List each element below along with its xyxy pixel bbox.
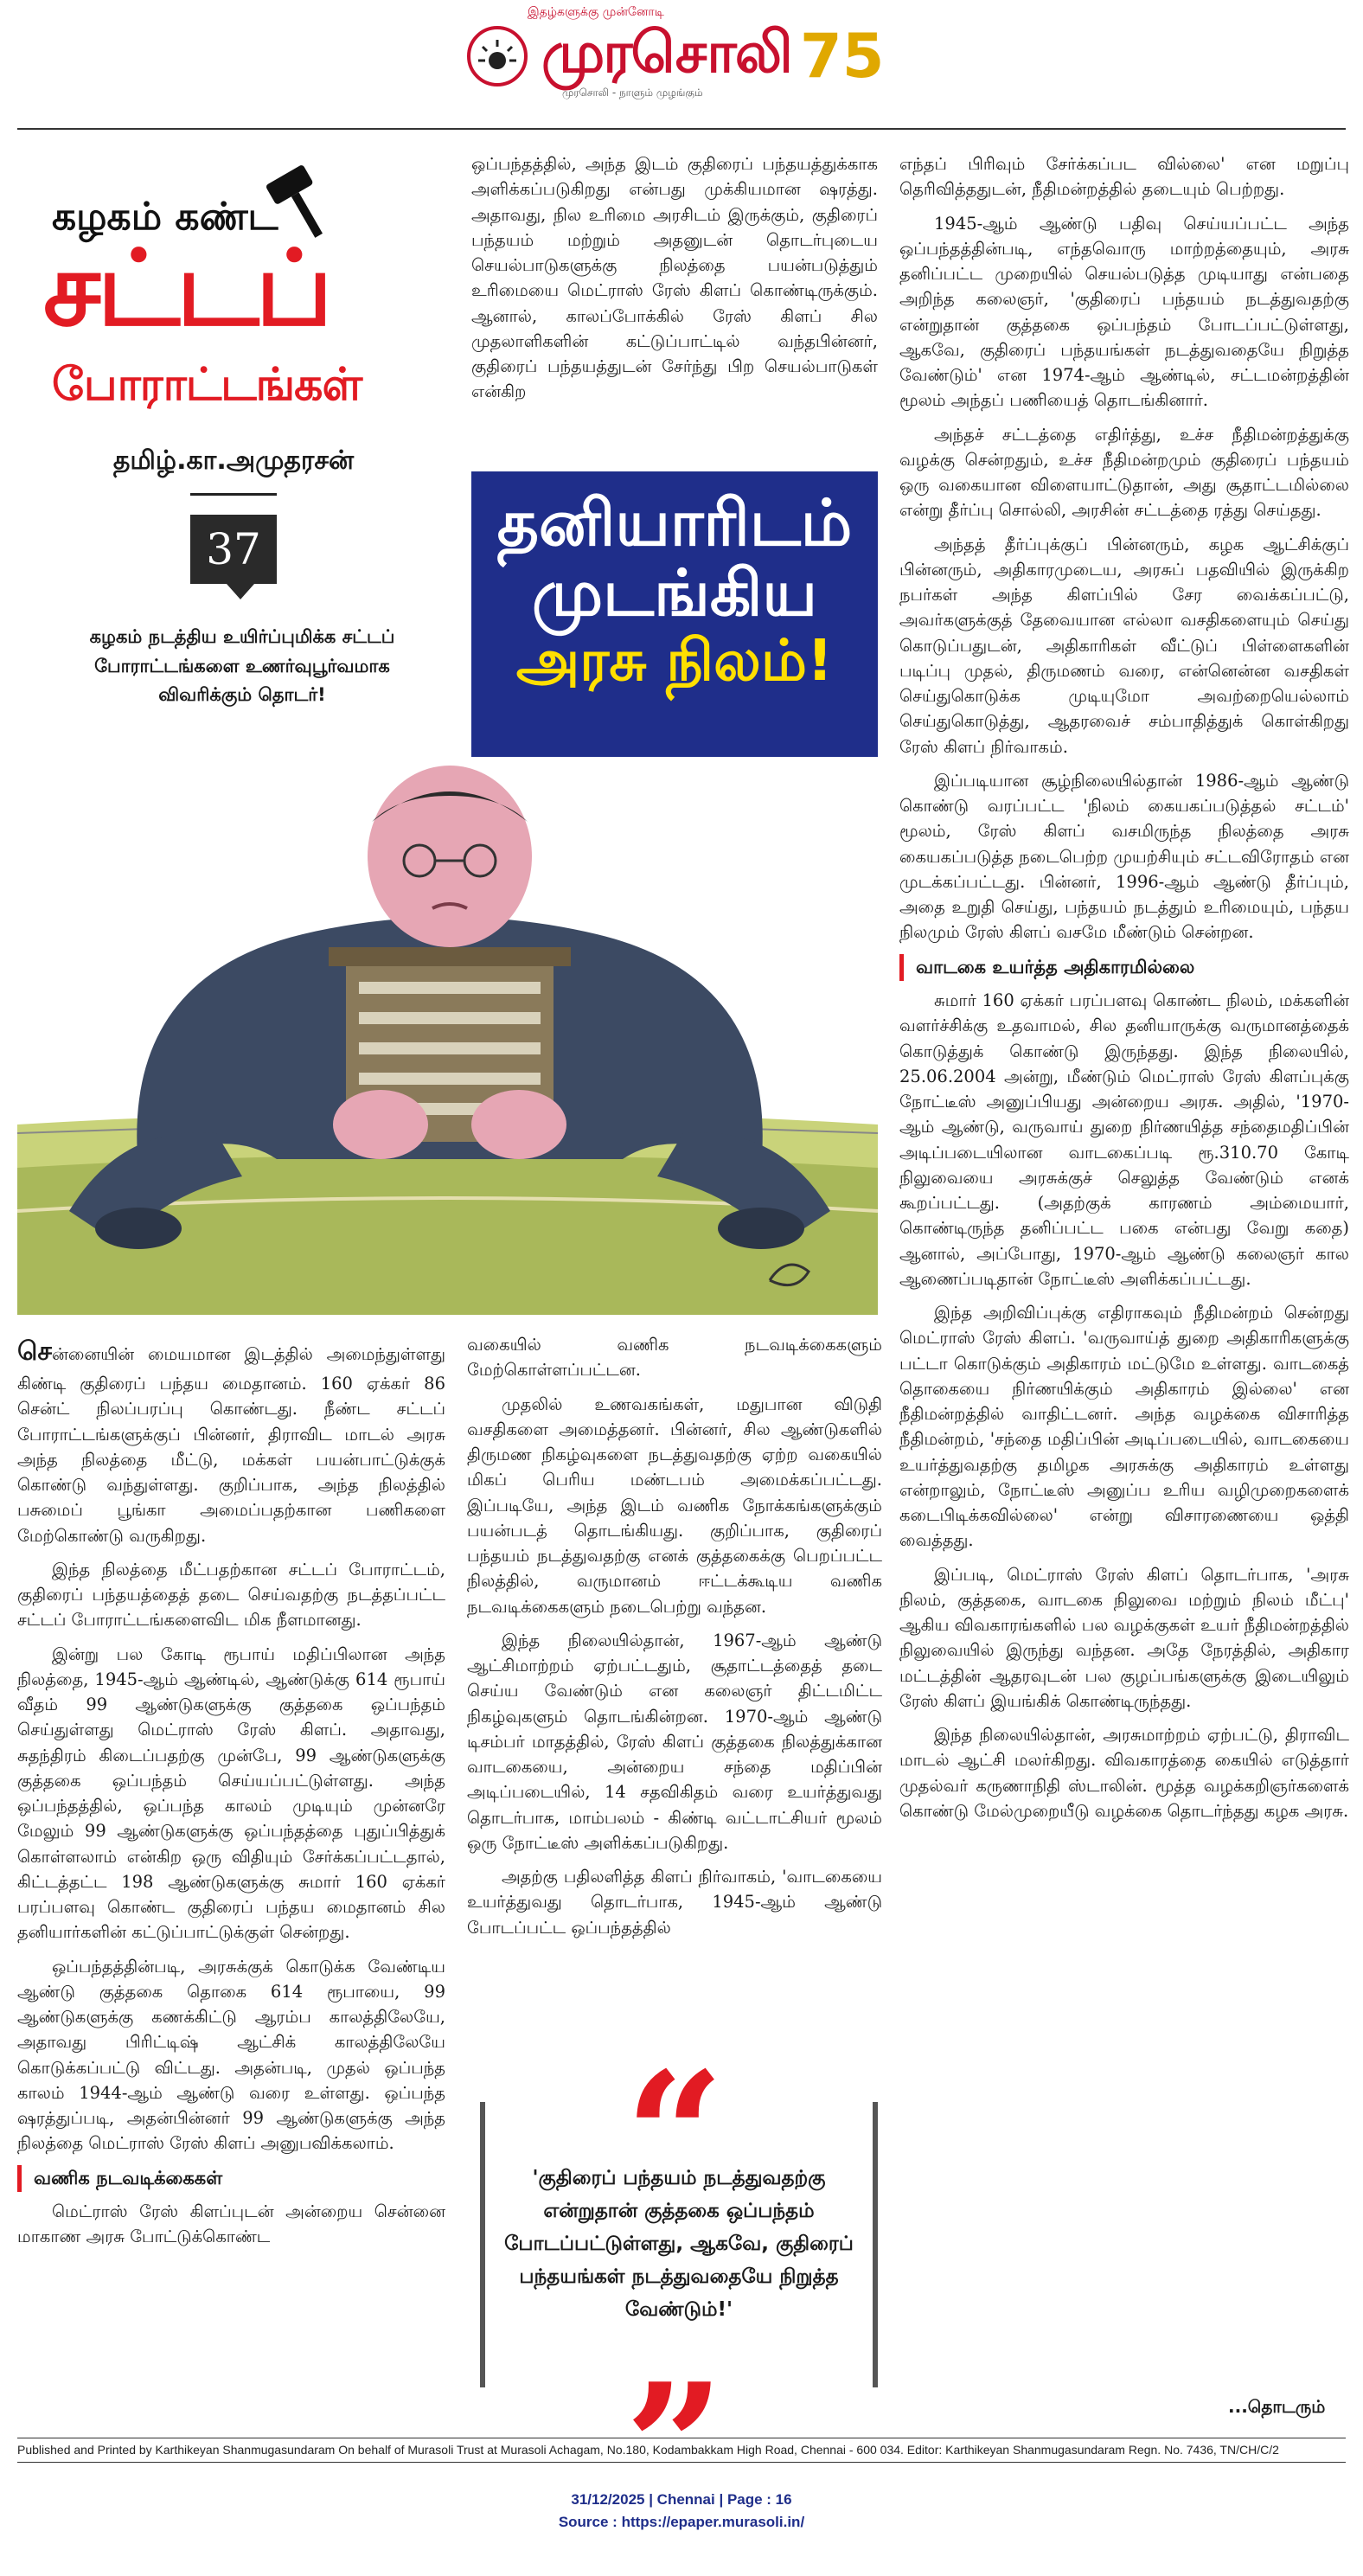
anniversary-badge: 75 (800, 21, 885, 92)
drop-cap: செ (17, 1336, 52, 1367)
paragraph: எந்தப் பிரிவும் சேர்க்கப்பட வில்லை' என மறுப்பு தெரிவித்ததுடன், நீதிமன்றத்தில் தடையும் பெற்றது. (899, 154, 1349, 200)
headline-line-1: தனியாரிடம் (496, 486, 853, 561)
paragraph: இப்படியான சூழ்நிலையில்தான் 1986-ஆம் ஆண்டு கொண்டு வரப்பட்ட 'நிலம் கையகப்படுத்தல் சட்டம்' மூலம், ரேஸ் கிளப் வசமிருந்த நிலத்தை அரசு கையகப்படுத்த நடைபெற்ற முயற்சியும் சட்டவிரோதம் என முடக்கப்பட்டது. பின்னர், 1996-ஆம் ஆண்டு தீர்ப்பும், அதை உறுதி செய்து, பந்தயம் நடத்தும் உரிமையும், பந்தய நிலமும் ரேஸ் கிளப் வசமே மீண்டும் சென்றன. (899, 770, 1349, 943)
article-column-bottom-left (17, 1332, 445, 2426)
sun-icon (476, 35, 519, 78)
series-blurb: கழகம் நடத்திய உயிர்ப்புமிக்க சட்டப் போராட்டங்களை உணர்வுபூர்வமாக விவரிக்கும் தொடர்! (89, 626, 395, 706)
continued-label: ...தொடரும் (1228, 2396, 1326, 2417)
paragraph: இந்த நிலையில்தான், அரசுமாற்றம் ஏற்பட்டு, திராவிட மாடல் ஆட்சி மலர்கிறது. விவகாரத்தை கையில் எடுத்தார் முதல்வர் கருணாநிதி ஸ்டாலின். மூத்த வழக்கறிஞர்களைக் கொண்டு மேல்முறையீடு வழக்கை தொடர்ந்தது கழக அரசு. (899, 1725, 1349, 1821)
cartoon-illustration (17, 761, 878, 1315)
author-byline: தமிழ்.கா.அமுதரசன் (112, 445, 355, 476)
headline-line-3: அரசு நிலம்! (515, 626, 834, 694)
paragraph: இன்று பல கோடி ரூபாய் மதிப்பிலான அந்த நிலத்தை, 1945-ஆம் ஆண்டில், ஆண்டுக்கு 614 ரூபாய் வீதம் 99 ஆண்டுகளுக்கு குத்தகை ஒப்பந்தம் செய்துள்ளது மெட்ராஸ் ரேஸ் கிளப். அதாவது, சுதந்திரம் கிடைப்பதற்கு முன்பே, 99 ஆண்டுகளுக்கு குத்தகை ஒப்பந்தம் செய்யப்பட்டுள்ளது. அந்த ஒப்பந்தத்தில், ஒப்பந்த காலம் முடியும் முன்னரே மேலும் 99 ஆண்டுகளுக்கு ஒப்பந்தத்தை புதுப்பித்துக் கொள்ளலாம் என்கிற ஒரு விதியும் சேர்க்கப்பட்டதால், கிட்டத்தட்ட 198 ஆண்டுகளுக்கு சுமார் 160 ஏக்கர் பரப்பளவு கொண்ட குதிரைப் பந்தய மைதானம் சில தனியார்களின் கட்டுப்பாட்டுக்குள் சென்றது. (17, 1644, 445, 1943)
paragraph: இந்த அறிவிப்புக்கு எதிராகவும் நீதிமன்றம் சென்றது மெட்ராஸ் ரேஸ் கிளப். 'வருவாய்த் துறை அதிகாரிகளுக்கு பட்டா கொடுக்கும் அதிகாரம் மட்டுமே உள்ளது. வாடகைத் தொகையை நிர்ணயிக்கும் அதிகாரம் இல்லை' என நீதிமன்றத்தில் வாதிட்டனர். அந்த வழக்கை விசாரித்த நீதிமன்றம், 'சந்தை மதிப்பின் அடிப்படையில், வாடகையை உயர்த்துவதற்கு தமிழக அரசுக்கு அதிகாரம் உள்ளது என்றாலும், நோட்டீஸ் அனுப்ப உரிய வழிமுறைகளைக் கடைபிடிக்கவில்லை' என்று விசாரணையை ஒத்தி வைத்தது. (899, 1303, 1349, 1551)
masthead-name: முரசொலி (541, 19, 791, 86)
article-column-top-middle (471, 151, 878, 454)
headline-box (471, 471, 878, 757)
close-quote-icon (605, 2370, 744, 2439)
series-subtitle: போராட்டங்கள் (52, 359, 362, 411)
paragraph: சுமார் 160 ஏக்கர் பரப்பளவு கொண்ட நிலம், மக்களின் வளர்ச்சிக்கு உதவாமல், சில தனியாருக்கு வருமானத்தைக் கொடுத்துக் கொண்டு இருந்தது. இந்த நிலையில், 25.06.2004 அன்று, மீண்டும் மெட்ராஸ் ரேஸ் கிளப்புக்கு நோட்டீஸ் அனுப்பியது அன்றைய அரசு. அதில், '1970-ஆம் ஆண்டு, வருவாய் துறை நிர்ணயித்த சந்தைமதிப்பின் அடிப்படையிலான வாடகைப்படி ரூ.310.70 கோடி நிலுவையை அரசுக்குச் செலுத்த வேண்டும் எனக் கூறப்பட்டது. (அதற்குக் காரணம் அம்மையார், கொண்டிருந்த தனிப்பட்ட பகை என்பது வேறு கதை) ஆனால், அப்போது, 1970-ஆம் ஆண்டு கலைஞர் கால ஆணைப்படிதான் நோட்டீஸ் அளிக்கப்பட்டது. (899, 990, 1349, 1289)
paragraph: அந்தச் சட்டத்தை எதிர்த்து, உச்ச நீதிமன்றத்துக்கு வழக்கு சென்றதும், உச்ச நீதிமன்றமும் குதிரைப் பந்தயம் ஒரு வகையான விளையாட்டுதான், அது சூதாட்டமில்லை என்று தீர்ப்பு சொல்லி, அரசின் சட்டத்தை ரத்து செய்தது. (899, 424, 1349, 521)
rising-sun-emblem-icon (467, 26, 528, 87)
series-kicker: கழகம் கண்ட (52, 195, 278, 239)
imprint-divider (17, 2462, 1346, 2463)
masthead-divider (17, 128, 1346, 130)
series-title: சட்டப் (43, 229, 330, 349)
paragraph: மெட்ராஸ் ரேஸ் கிளப்புடன் அன்றைய சென்னை மாகாண அரசு போட்டுக்கொண்ட (17, 2201, 445, 2247)
lead-text: ன்னையின் மையமான இடத்தில் அமைந்துள்ளது கிண்டி குதிரைப் பந்தய மைதானம். 160 ஏக்கர் 86 சென்ட் நிலப்பரப்பு கொண்டது. நீண்ட சட்டப் போராட்டங்களுக்குப் பின்னர், திராவிட மாடல் அரசு அந்த நிலத்தை மீட்டு, மக்கள் பயன்பாட்டுக்குக் கொண்டு வந்துள்ளது. குறிப்பாக, அந்த நிலத்தில் பசுமைப் பூங்கா அமைப்பதற்கான பணிகளை மேற்கொண்டு வருகிறது. (17, 1344, 445, 1546)
article-column-right (899, 151, 1349, 2422)
paragraph: இந்த நிலத்தை மீட்பதற்கான சட்டப் போராட்டம், குதிரைப் பந்தயத்தைத் தடை செய்வதற்கு நடத்தப்பட்ட சட்டப் போராட்டங்களைவிட மிக நீளமானது. (17, 1559, 445, 1631)
paragraph: 1945-ஆம் ஆண்டு பதிவு செய்யப்பட்ட அந்த ஒப்பந்தத்தின்படி, எந்தவொரு மாற்றத்தையும், அரசு தனிப்பட்ட முறையில் செயல்படுத்த முடியாது என்பதை அறிந்த கலைஞர், 'குதிரைப் பந்தயம் நடத்துவதற்கு என்றுதான் குத்தகை ஒப்பந்தம் போடப்பட்டுள்ளது, ஆகவே, குதிரைப் பந்தயங்கள் நடத்துவதையே நிறுத்த வேண்டும்' என 1974-ஆம் ஆண்டில், சட்டமன்றத்தின் மூலம் அந்தப் பணியைத் தொடங்கினார். (899, 213, 1349, 411)
episode-badge-tail (227, 584, 254, 599)
paragraph: வகையில் வணிக நடவடிக்கைகளும் மேற்கொள்ளப்பட்டன. (467, 1335, 882, 1381)
source-link[interactable]: Source : https://epaper.murasoli.in/ (558, 2514, 805, 2530)
paragraph: ஒப்பந்தத்தின்படி, அரசுக்குக் கொடுக்க வேண்டிய ஆண்டு குத்தகை தொகை 614 ரூபாயை, 99 ஆண்டுகளுக்கு கணக்கிட்டு ஆரம்ப காலத்திலேயே, அதாவது பிரிட்டிஷ் ஆட்சிக் காலத்திலேயே கொடுக்கப்பட்டு விட்டது. அதன்படி, முதல் ஒப்பந்த காலம் 1944-ஆம் ஆண்டு வரை உள்ளது. ஒப்பந்த ஷரத்துப்படி, அதன்பின்னர் 99 ஆண்டுகளுக்கு அந்த நிலத்தை மெட்ராஸ் ரேஸ் கிளப் அனுபவிக்கலாம். (17, 1956, 445, 2154)
open-quote-icon (605, 2050, 744, 2145)
paragraph: இந்த நிலையில்தான், 1967-ஆம் ஆண்டு ஆட்சிமாற்றம் ஏற்பட்டதும், சூதாட்டத்தைத் தடை செய்ய வேண்டும் என கலைஞர் திட்டமிட்ட நிகழ்வுகளும் தொடங்கின்றன. 1970-ஆம் ஆண்டு டிசம்பர் மாதத்தில், ரேஸ் கிளப் குத்தகை நிலத்துக்கான வாடகையை, அன்றைய சந்தை மதிப்பின் அடிப்படையில், 14 சதவிகிதம் வரை உயர்த்துவது தொடர்பாக, மாம்பலம் - கிண்டி வட்டாட்சியர் மூலம் ஒரு நோட்டீஸ் அளிக்கப்படுகிறது. (467, 1630, 882, 1853)
paragraph: அந்தத் தீர்ப்புக்குப் பின்னரும், கழக ஆட்சிக்குப் பின்னரும், அதிகாரமுடைய, அரசுப் பதவியில் இருக்கிற நபர்கள் அந்த கிளப்பில் சேர வைக்கப்பட்டு, அவர்களுக்குத் தேவையான எல்லா வசதிகளையும் செய்து கொடுப்பதுடன், அதிகாரிகள் வீட்டுப் பிள்ளைகளின் படிப்பு முதல், திருமணம் வரை, என்னென்ன வசதிகள் செய்துகொடுக்க முடியுமோ அவற்றையெல்லாம் செய்துகொடுத்து, ஆதரவைச் சம்பாதித்துக் கொள்கிறது ரேஸ் கிளப் நிர்வாகம். (899, 534, 1349, 757)
series-box (26, 151, 441, 705)
episode-badge: 37 (190, 515, 277, 584)
headline-line-2: முடங்கிய (532, 556, 817, 631)
masthead-sub: முரசொலி - நாளும் முழங்கும் (562, 87, 703, 99)
subheading: வாடகை உயர்த்த அதிகாரமில்லை (899, 954, 1349, 982)
pullquote-text: 'குதிரைப் பந்தயம் நடத்துவதற்கு என்றுதான் குத்தகை ஒப்பந்தம் போடப்பட்டுள்ளது, ஆகவே, குதிரைப் பந்தயங்கள் நடத்துவதையே நிறுத்த வேண்டும்!' (504, 2167, 854, 2321)
subheading: வணிக நடவடிக்கைகள் (17, 2165, 445, 2193)
imprint-line: Published and Printed by Karthikeyan Shanmugasundaram On behalf of Murasoli Trust at Murasoli Achagam, No.180, Kodambakkam High Road, Chennai - 600 034. Editor: Karthikeyan Shanmugasundaram Regn. No. 7436, TN/CH/C/2 (17, 2443, 1279, 2457)
paragraph: இப்படி, மெட்ராஸ் ரேஸ் கிளப் தொடர்பாக, 'அரசு நிலம், குத்தகை, வாடகை நிலுவை மற்றும் நிலம் மீட்பு' ஆகிய விவகாரங்களில் பல வழக்குகள் உயர் நீதிமன்றத்தில் நிலுவையில் இருந்து வந்தன. அதே நேரத்தில், அதிகார மட்டத்தின் ஆதரவுடன் பல குழப்பங்களுக்கு இடையிலும் ரேஸ் கிளப் இயங்கிக் கொண்டிருந்தது. (899, 1564, 1349, 1711)
paragraph: முதலில் உணவகங்கள், மதுபான விடுதி வசதிகளை அமைத்தனர். பின்னர், சில ஆண்டுகளில் திருமண நிகழ்வுகளை நடத்துவதற்கு ஏற்ற வகையில் மிகப் பெரிய மண்டபம் அமைக்கப்பட்டது. இப்படியே, அந்த இடம் வணிக நோக்கங்களுக்கும் பயன்படத் தொடங்கியது. குறிப்பாக, குதிரைப் பந்தயம் நடத்துவதற்கு எனக் குத்தகைக்கு பெறப்பட்ட நிலத்தில், வருமானம் ஈட்டக்கூடிய வணிக நடவடிக்கைகளும் நடைபெற்று வந்தன. (467, 1394, 882, 1617)
article-column-bottom-middle (467, 1332, 882, 2076)
cartoon-image (17, 761, 878, 1315)
paragraph: அதற்கு பதிலளித்த கிளப் நிர்வாகம், 'வாடகையை உயர்த்துவது தொடர்பாக, 1945-ஆம் ஆண்டு போடப்பட்ட ஒப்பந்தத்தில் (467, 1867, 882, 1938)
lead-paragraph (17, 1332, 445, 1548)
page-meta: 31/12/2025 | Chennai | Page : 16 (571, 2491, 792, 2508)
paragraph: ஒப்பந்தத்தில், அந்த இடம் குதிரைப் பந்தயத்துக்காக அளிக்கப்படுகிறது என்பது முக்கியமான ஷரத்து. அதாவது, நில உரிமை அரசிடம் இருக்கும், குதிரைப் பந்தயம் மற்றும் அதனுடன் தொடர்புடைய செயல்பாடுகளுக்கு நிலத்தை பயன்படுத்தும் உரிமையை மெட்ராஸ் ரேஸ் கிளப் கொண்டிருக்கும். ஆனால், காலப்போக்கில் ரேஸ் கிளப் சில முதலாளிகளின் கட்டுப்பாட்டில் வந்தபின்னர், குதிரைப் பந்தயத்துடன் சேர்ந்து பிற செயல்பாடுகள் என்கிற (471, 154, 878, 402)
masthead (0, 0, 1363, 121)
byline-divider (190, 493, 277, 496)
masthead-tagline: இதழ்களுக்கு முன்னோடி (528, 5, 664, 19)
